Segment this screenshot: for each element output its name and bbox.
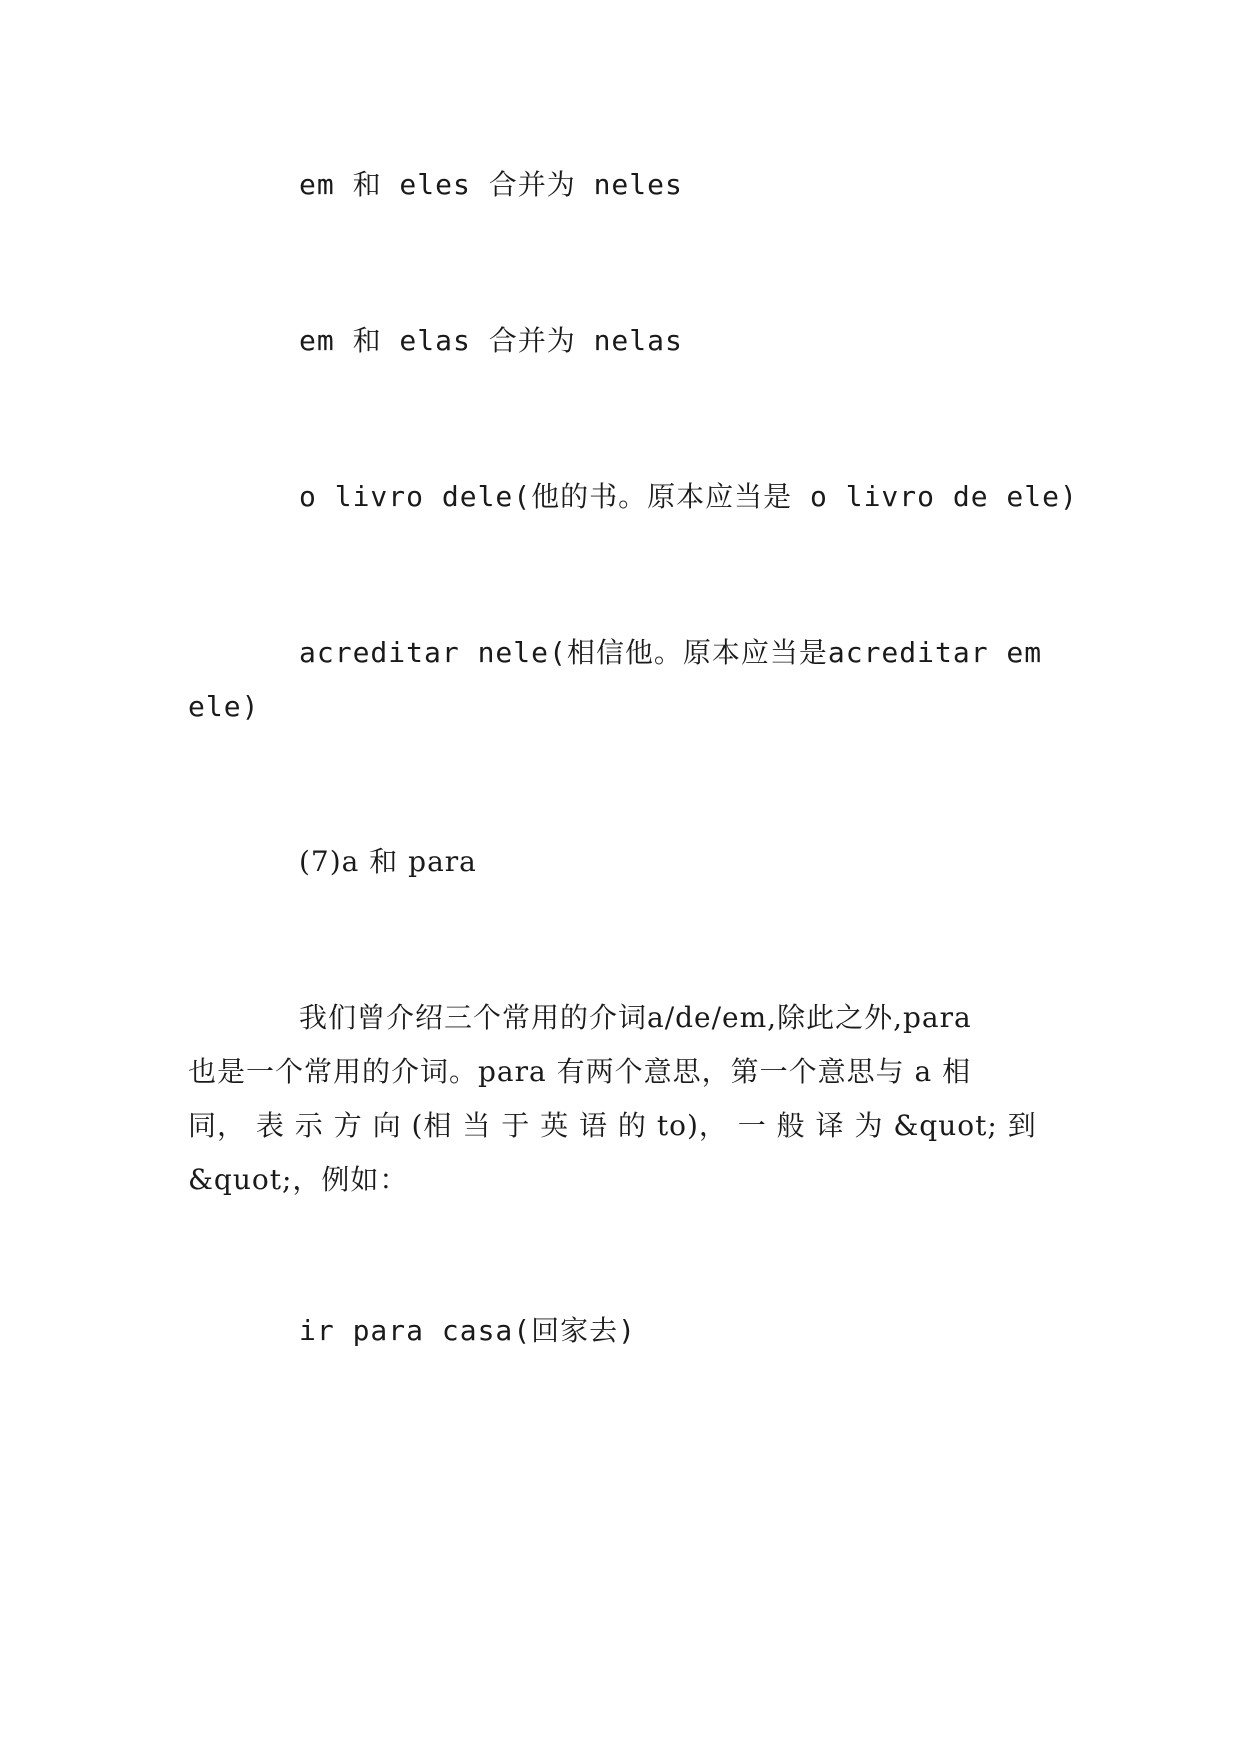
text-line: acreditar nele(相信他。原本应当是acreditar em: [299, 636, 1043, 669]
text-line: ir para casa(回家去): [299, 1314, 637, 1347]
body-paragraph-para-meaning: [188, 988, 1058, 1210]
example-line-ir-para-casa: [188, 1301, 1058, 1361]
example-line-livro-dele: [188, 467, 1078, 527]
text-line: em 和 elas 合并为 nelas: [299, 324, 683, 357]
text-line: em 和 eles 合并为 neles: [299, 168, 683, 201]
text-line: 同， 表 示 方 向 (相 当 于 英 语 的 to)， 一 般 译 为 &quot; 到: [188, 1109, 1037, 1142]
example-line-acreditar-nele: [188, 623, 1058, 737]
text-line: &quot;，例如：: [188, 1163, 409, 1196]
section-heading-a-para: [188, 832, 1058, 892]
text-line: ele): [188, 690, 260, 723]
example-line-neles: [188, 155, 1058, 215]
text-line: (7)a 和 para: [299, 845, 477, 878]
text-line: o livro dele(他的书。原本应当是 o livro de ele): [299, 480, 1078, 513]
text-line: 也是一个常用的介词。para 有两个意思，第一个意思与 a 相: [188, 1055, 972, 1088]
text-line: 我们曾介绍三个常用的介词a/de/em,除此之外,para: [299, 1001, 972, 1034]
example-line-nelas: [188, 311, 1058, 371]
